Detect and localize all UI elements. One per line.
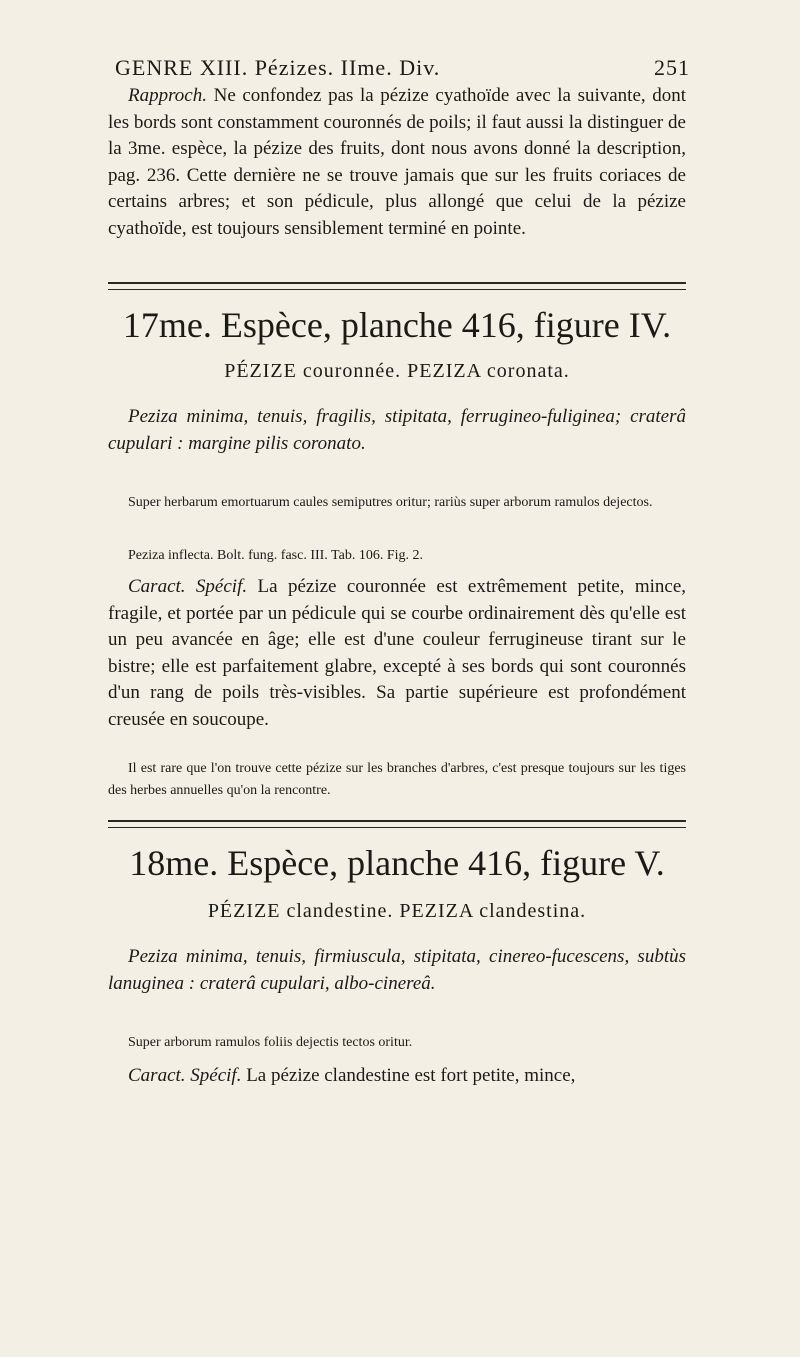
species-18-characteristics [108,1063,686,1090]
species-17-synonym: Peziza inflecta. Bolt. fung. fasc. III. Tab. 106. Fig. 2. [128,548,424,563]
caract-text-18: La pézize clandestine est fort petite, mince, [246,1065,576,1086]
intro-paragraph [108,83,686,242]
intro-text: Ne confondez pas la pézize cyathoïde avec la suivante, dont les bords sont constamment couronnés de poils; il faut aussi la distinguer de la 3me. espèce, la pézize des fruits, dont nous avons donné la description, pag. 236. Cette dernière ne se trouve jamais que sur les fruits coriaces de certains arbres; et son pédicule, plus allongé que celui de la pézize cyathoïde, est toujours sensiblement terminé en pointe. [108,85,687,239]
species-18-habitat: Super arborum ramulos foliis dejectis tectos oritur. [128,1035,413,1050]
intro-label: Rapproch. [128,85,207,106]
species-17-habitat: Super herbarum emortuarum caules semiputres oritur; rariùs super arborum ramulos dejectos. [128,495,653,510]
species-18-names: PÉZIZE clandestine. PEZIZA clandestina. [207,900,587,922]
section-divider-2 [108,820,686,828]
species-18-heading: 18me. Espèce, planche 416, figure V. [129,843,665,883]
species-17-names: PÉZIZE couronnée. PEZIZA coronata. [224,360,570,382]
page-number: 251 [654,55,690,80]
caract-label-18: Caract. Spécif. [128,1065,242,1086]
running-head-title: GENRE XIII. Pézizes. IIme. Div. [115,55,441,80]
species-18-diagnosis: Peziza minima, tenuis, firmiuscula, stipitata, cinereo-fucescens, subtùs lanuginea : craterâ cupulari, albo-cinereâ. [108,946,686,994]
caract-label-17: Caract. Spécif. [128,576,248,597]
caract-text-17: La pézize couronnée est extrêmement petite, mince, fragile, et portée par un pédicule qui se courbe ordinairement dès qu'elle est un peu avancée en âge; elle est d'une couleur ferrugineuse tirant sur le bistre; elle est parfaitement glabre, excepté à ses bords qui sont couronnés d'un rang de poils très-visibles. Sa partie supérieure est profondément creusée en soucoupe. [108,576,687,730]
running-head [115,55,690,81]
species-17-heading: 17me. Espèce, planche 416, figure IV. [122,305,672,345]
species-17-characteristics [108,574,686,733]
species-17-note: Il est rare que l'on trouve cette pézize sur les branches d'arbres, c'est presque toujours sur les tiges des herbes annuelles qu'on la rencontre. [108,761,686,798]
species-17-diagnosis: Peziza minima, tenuis, fragilis, stipitata, ferrugineo-fuliginea; craterâ cupulari : margine pilis coronato. [108,406,686,454]
section-divider-1 [108,282,686,290]
